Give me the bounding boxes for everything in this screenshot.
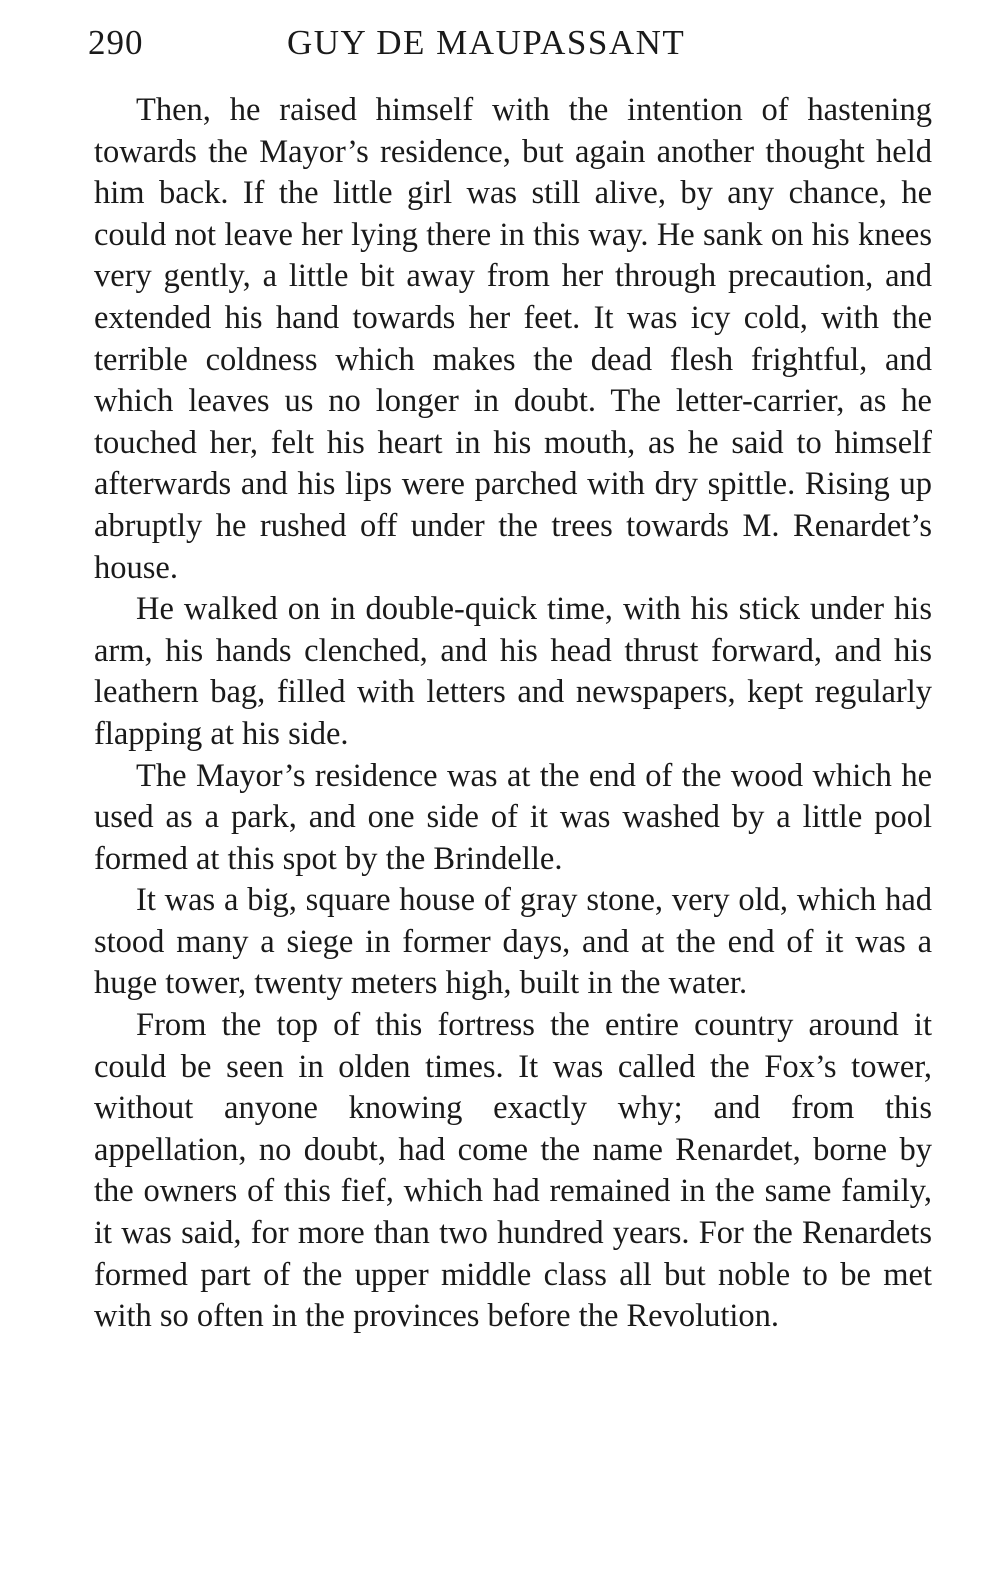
running-title: GUY DE MAUPASSANT (287, 23, 686, 62)
paragraph-1: Then, he raised himself with the intention of hastening towards the Mayor’s residence, but again another thought held him back. If the little girl was still alive, by any chance, he could not leave her lying there in this way. He sank on his knees very gently, a little bit away from her through precaution, and extended his hand towards her feet. It was icy cold, with the terrible coldness which makes the dead flesh frightful, and which leaves us no longer in doubt. The letter-carrier, as he touched her, felt his heart in his mouth, as he said to himself afterwards and his lips were parched with dry spittle. Rising up abruptly he rushed off under the trees towards M. Renardet’s house. (94, 92, 932, 586)
paragraph-3: The Mayor’s residence was at the end of the wood which he used as a park, and one side of it was washed by a little pool formed at this spot by the Brindelle. (94, 757, 932, 877)
running-head (88, 18, 932, 68)
paragraph-2: He walked on in double-quick time, with his stick under his arm, his hands clenched, and his head thrust forward, and his leathern bag, filled with letters and newspapers, kept regularly flapping at his side. (94, 591, 932, 752)
body-text (94, 90, 932, 1338)
book-page (88, 18, 932, 1338)
paragraph-5: From the top of this fortress the entire country around it could be seen in olden times. It was called the Fox’s tower, without anyone knowing exactly why; and from this appellation, no doubt, had come the name Renardet, borne by the owners of this fief, which had remained in the same family, it was said, for more than two hundred years. For the Renardets formed part of the upper middle class all but noble to be met with so often in the provinces before the Revolution. (94, 1007, 932, 1335)
paragraph-4: It was a big, square house of gray stone, very old, which had stood many a siege in former days, and at the end of it was a huge tower, twenty meters high, built in the water. (94, 882, 932, 1002)
page-number: 290 (88, 23, 144, 62)
